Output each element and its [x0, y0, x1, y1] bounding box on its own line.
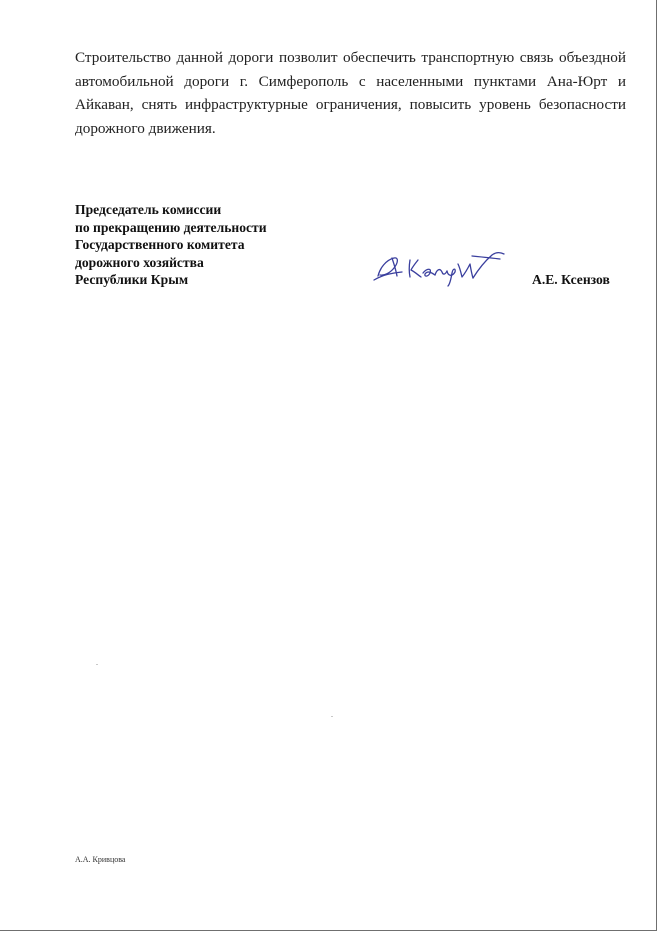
body-paragraph: Строительство данной дороги позволит обеспечить транспортную связь объездной автомобильной дороги г. Симферополь с населенными пунктами Ана-Юрт и Айкаван, снять инфраструктурные ограничения, повысить уровень безопасности дорожного движения. [75, 49, 626, 137]
scan-speck [96, 664, 98, 665]
signer-title-block [75, 201, 315, 289]
handwritten-signature [372, 246, 512, 288]
scan-speck [331, 716, 333, 717]
signer-title-line: Республики Крым [75, 272, 189, 288]
signer-title-line: дорожного хозяйства [75, 254, 204, 270]
executor-name: А.А. Кривцова [75, 855, 126, 864]
signer-name: А.Е. Ксензов [532, 272, 610, 287]
signer-title-line: Председатель комиссии [75, 202, 222, 217]
signer-title-line: Государственного комитета [75, 237, 245, 253]
signer-title-line: по прекращению деятельности [75, 219, 267, 235]
